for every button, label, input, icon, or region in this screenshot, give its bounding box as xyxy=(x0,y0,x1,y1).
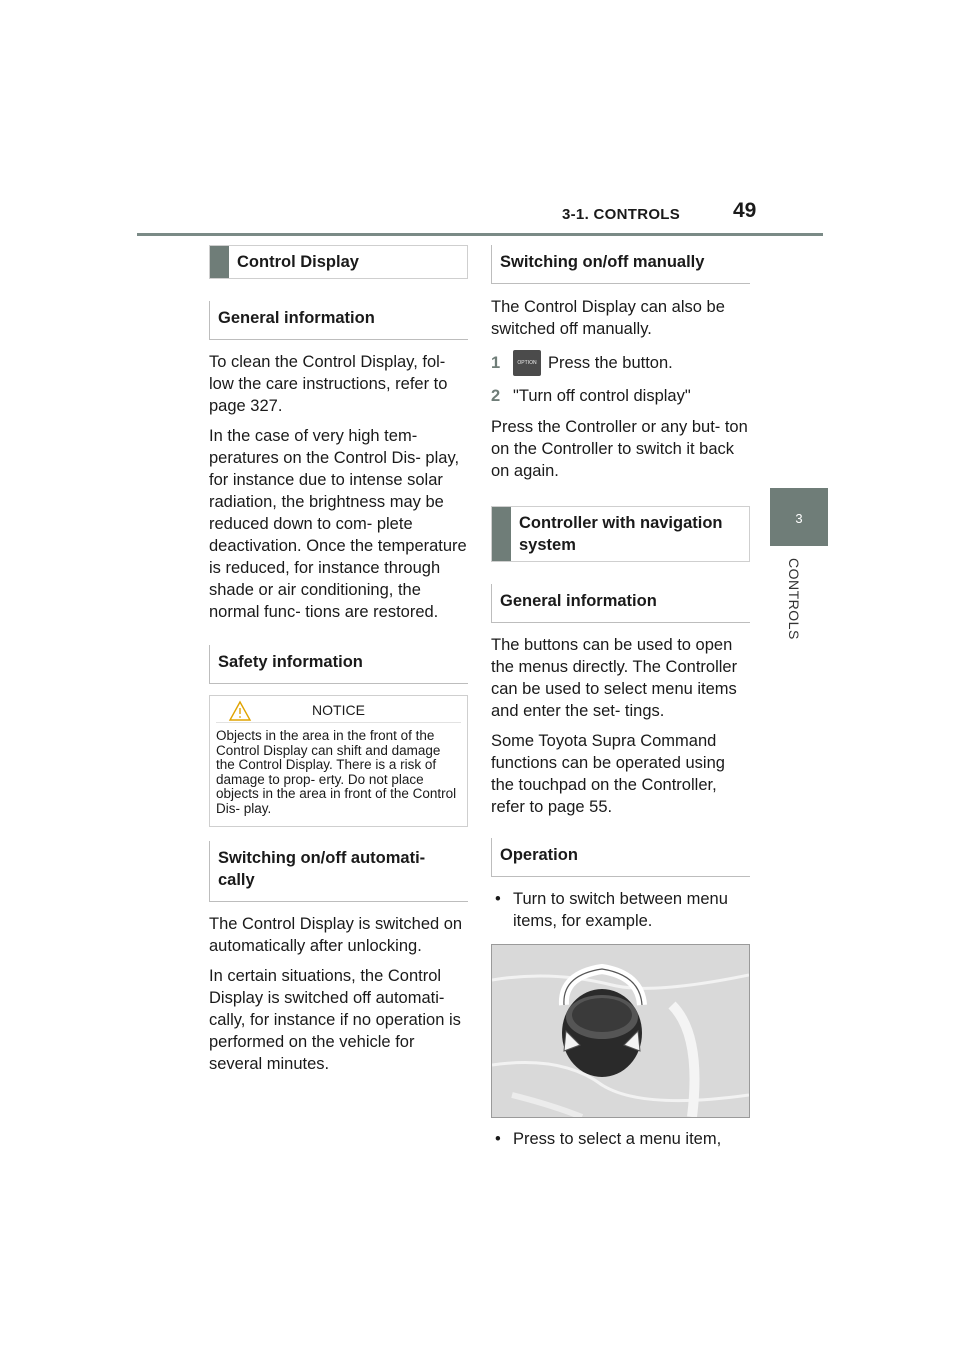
notice-text: Objects in the area in the front of the Control Display can shift and damage the Control Display. There is a risk of damage to prop- erty. Do not place objects in the area in front of the Control Dis- play. xyxy=(216,728,457,816)
header-rule xyxy=(137,233,823,236)
notice-box xyxy=(209,695,468,827)
step-1 xyxy=(491,350,750,376)
step-text: Press the button. xyxy=(548,354,673,372)
paragraph-switch-back-on: Press the Controller or any but- ton on the Controller to switch it back on again. xyxy=(491,418,748,480)
paragraph-switch-off-manually: The Control Display can also be switched off manually. xyxy=(491,298,725,338)
paragraph-high-temperatures: In the case of very high tem- peratures on the Control Dis- play, for instance due to intense solar radiation, the brightness may be reduced down to com- plete deactivation. Once the temperature is reduced, for instance through shade or air conditioning, the normal func- tions are restored. xyxy=(209,427,467,621)
left-column xyxy=(209,245,468,1083)
step-number: 1 xyxy=(491,354,501,372)
bullet-mark: • xyxy=(495,890,501,908)
notice-label: NOTICE xyxy=(312,702,365,718)
section-heading-controller-navigation: Controller with navigation system xyxy=(491,506,750,562)
paragraph-switched-off-automatically: In certain situations, the Control Display is switched off automati- cally, for instance if no operation is performed on the vehicle for several minutes. xyxy=(209,967,461,1073)
step-text: "Turn off control display" xyxy=(513,387,691,405)
step-2 xyxy=(491,385,750,407)
paragraph-cleaning: To clean the Control Display, fol- low the care instructions, refer to page 327. xyxy=(209,353,448,415)
right-column xyxy=(491,245,750,1158)
section-heading-control-display: Control Display xyxy=(209,245,468,279)
bullet-text: Press to select a menu item, xyxy=(513,1130,722,1148)
subheading-general-information-2: General information xyxy=(491,584,750,623)
subheading-operation: Operation xyxy=(491,838,750,877)
page-number: 49 xyxy=(733,199,757,222)
subheading-general-information: General information xyxy=(209,301,468,340)
controller-turn-illustration xyxy=(492,945,749,1117)
subheading-safety-information: Safety information xyxy=(209,645,468,684)
bullet-turn xyxy=(491,888,750,932)
bullet-mark: • xyxy=(495,1130,501,1148)
subheading-switching-manually: Switching on/off manually xyxy=(491,245,750,284)
paragraph-touchpad: Some Toyota Supra Command functions can be operated using the touchpad on the Controller, refer to page 55. xyxy=(491,732,725,816)
controller-illustration xyxy=(491,944,750,1118)
step-number: 2 xyxy=(491,387,501,405)
notice-header xyxy=(216,702,461,723)
bullet-press xyxy=(491,1128,750,1150)
option-button-icon: OPTION xyxy=(513,350,541,376)
bullet-text: Turn to switch between menu items, for example. xyxy=(513,890,728,930)
paragraph-switched-on-automatically: The Control Display is switched on automatically after unlocking. xyxy=(209,915,463,955)
running-header-section: 3-1. CONTROLS xyxy=(562,206,681,223)
chapter-tab-number: 3 xyxy=(770,488,828,546)
warning-triangle-icon xyxy=(228,700,252,722)
chapter-tab-label: CONTROLS xyxy=(786,558,802,640)
paragraph-buttons-open-menus: The buttons can be used to open the menus directly. The Controller can be used to select menu items and enter the set- tings. xyxy=(491,636,738,720)
subheading-switching-automatically: Switching on/off automati- cally xyxy=(209,841,468,902)
